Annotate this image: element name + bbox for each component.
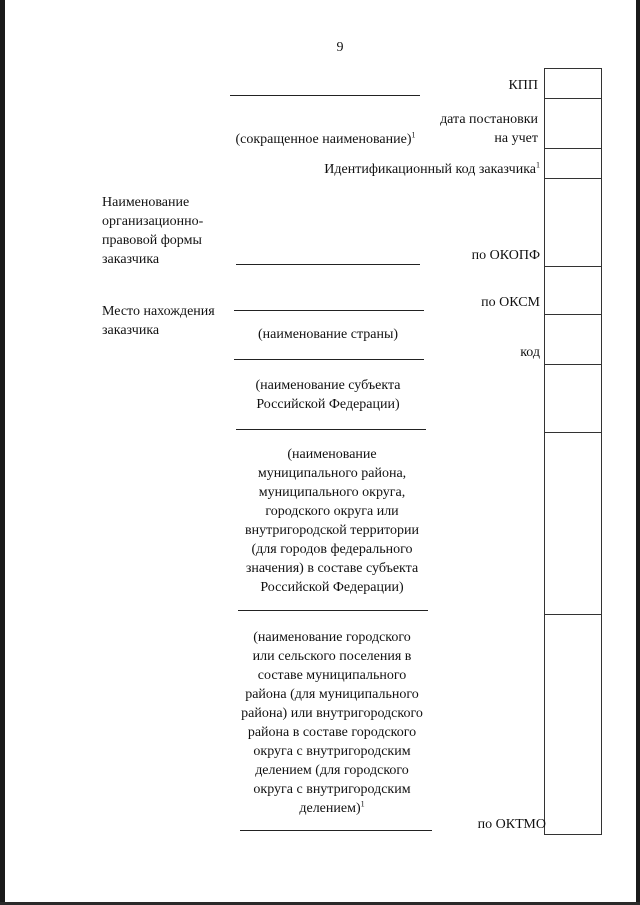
- code-row-divider: [544, 178, 602, 179]
- org-form-label-line1: Наименование: [102, 195, 190, 210]
- municipal-line: [236, 429, 426, 430]
- code-row-divider: [544, 614, 602, 615]
- oksm-label: по ОКСМ: [481, 295, 540, 310]
- code-row-divider: [544, 314, 602, 315]
- settlement-caption-line10: делением)$^1$: [299, 799, 365, 816]
- org-form-label-line3: правовой формы: [102, 233, 202, 248]
- code-row-divider: [544, 266, 602, 267]
- subject-caption-line1: (наименование субъекта: [255, 378, 401, 393]
- municipal-caption-line8: Российской Федерации): [260, 580, 404, 595]
- code-row-divider: [544, 364, 602, 365]
- settlement-caption-line3: составе муниципального: [257, 668, 407, 683]
- registration-date-label-line2: на учет: [494, 131, 538, 146]
- settlement-caption-line7: округа с внутригородским: [253, 744, 411, 759]
- oktmo-label: по ОКТМО: [477, 817, 546, 832]
- settlement-caption-line2: или сельского поселения в: [252, 649, 412, 664]
- municipal-caption-line1: (наименование: [287, 447, 377, 462]
- org-form-label-line4: заказчика: [102, 252, 160, 267]
- settlement-caption-line1: (наименование городского: [253, 630, 411, 645]
- location-label-line2: заказчика: [102, 323, 160, 338]
- code-row-divider: [544, 148, 602, 149]
- municipal-caption-line4: городского округа или: [265, 504, 399, 519]
- code-label: код: [520, 345, 540, 360]
- municipal-caption-line5: внутригородской территории: [244, 523, 420, 538]
- municipal-caption-line6: (для городов федерального: [251, 542, 413, 557]
- okopf-label: по ОКОПФ: [471, 248, 540, 263]
- settlement-caption-line4: района (для муниципального: [245, 687, 419, 702]
- customer-id-code-label: Идентификационный код заказчика$^1$: [324, 160, 540, 177]
- municipal-caption-line7: значения) в составе субъекта: [245, 561, 419, 576]
- scan-edge-right: [636, 0, 640, 905]
- settlement-caption-line5: района) или внутригородского: [241, 706, 423, 721]
- settlement-caption-line6: района в составе городского: [247, 725, 417, 740]
- location-label-line1: Место нахождения: [102, 304, 215, 319]
- registration-date-label-line1: дата постановки: [440, 112, 538, 127]
- municipal-caption-line2: муниципального района,: [257, 466, 407, 481]
- subject-line: [234, 359, 424, 360]
- municipal-caption-line3: муниципального округа,: [258, 485, 406, 500]
- short-name-caption: (сокращенное наименование)$^1$: [235, 130, 416, 147]
- oktmo-line: [240, 830, 432, 831]
- scan-edge-left: [0, 0, 5, 905]
- short-name-line: [230, 95, 420, 96]
- org-form-label-line2: организационно-: [102, 214, 204, 229]
- kpp-label: КПП: [508, 78, 538, 93]
- country-line: [234, 310, 424, 311]
- settlement-line: [238, 610, 428, 611]
- page-number: 9: [336, 40, 344, 55]
- subject-caption-line2: Российской Федерации): [256, 397, 400, 412]
- settlement-caption-line8: делением (для городского: [255, 763, 409, 778]
- country-caption: (наименование страны): [257, 327, 399, 342]
- org-form-line: [236, 264, 420, 265]
- code-row-divider: [544, 98, 602, 99]
- code-column: [544, 68, 602, 835]
- code-row-divider: [544, 432, 602, 433]
- settlement-caption-line9: округа с внутригородским: [253, 782, 411, 797]
